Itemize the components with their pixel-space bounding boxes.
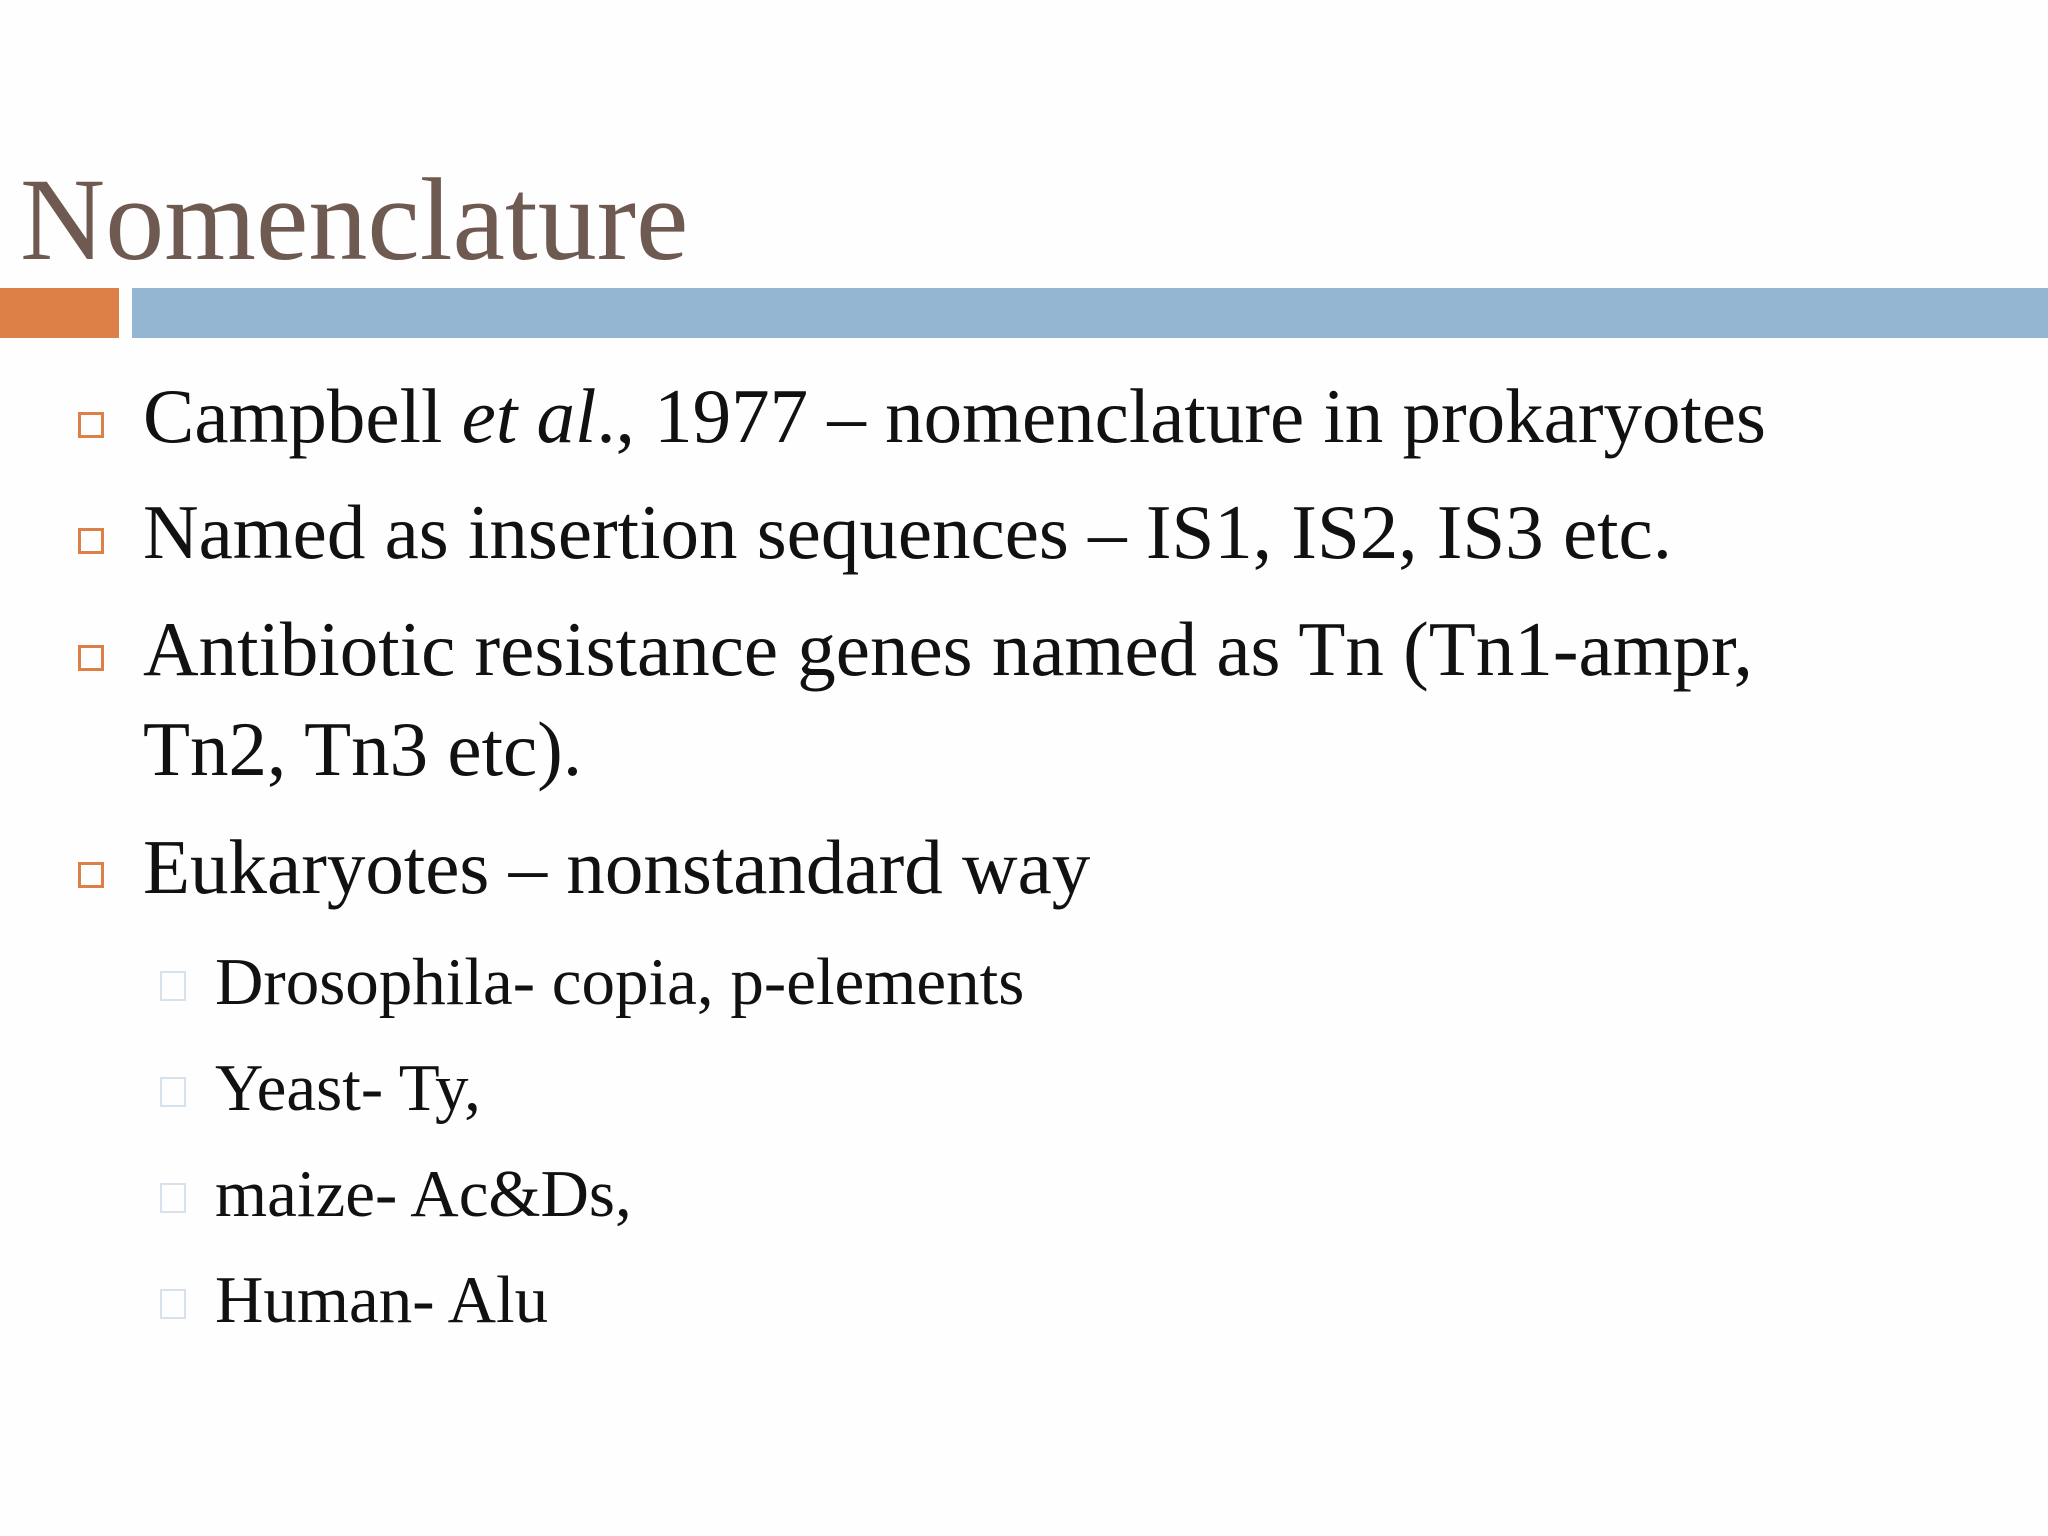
- bullet-text-italic: et al: [461, 373, 597, 459]
- bullet-square-icon: [78, 528, 104, 554]
- bullet-text: ., 1977 – nomenclature in prokaryotes: [596, 373, 1767, 459]
- sub-item-human: Human- Alu: [215, 1263, 549, 1337]
- bullet-item-campbell: [143, 367, 1963, 465]
- sub-item-maize: maize- Ac&Ds,: [215, 1157, 632, 1231]
- bullet-text: Campbell: [143, 373, 462, 459]
- bullet-item-antibiotic-line2: Tn2, Tn3 etc).: [143, 706, 583, 792]
- bullet-item-antibiotic-line1: Antibiotic resistance genes named as Tn (Tn1-ampr,: [143, 606, 1753, 692]
- sub-bullet-icon: [160, 1289, 186, 1319]
- sub-bullet-icon: [160, 1077, 186, 1107]
- slide-title: Nomenclature: [20, 154, 689, 285]
- sub-item-drosophila: Drosophila- copia, p-elements: [215, 945, 1025, 1019]
- bullet-item-insertion-sequences: Named as insertion sequences – IS1, IS2, IS3 etc.: [143, 489, 1672, 575]
- bullet-square-icon: [78, 862, 104, 888]
- sub-bullet-icon: [160, 1183, 186, 1213]
- sub-item-yeast: Yeast- Ty,: [215, 1051, 481, 1125]
- title-accent-bar-orange: [0, 288, 119, 338]
- bullet-item-eukaryotes: Eukaryotes – nonstandard way: [143, 824, 1091, 910]
- title-accent-bar-blue: [132, 288, 2048, 338]
- bullet-square-icon: [78, 645, 104, 671]
- sub-bullet-icon: [160, 971, 186, 1001]
- bullet-square-icon: [78, 412, 104, 438]
